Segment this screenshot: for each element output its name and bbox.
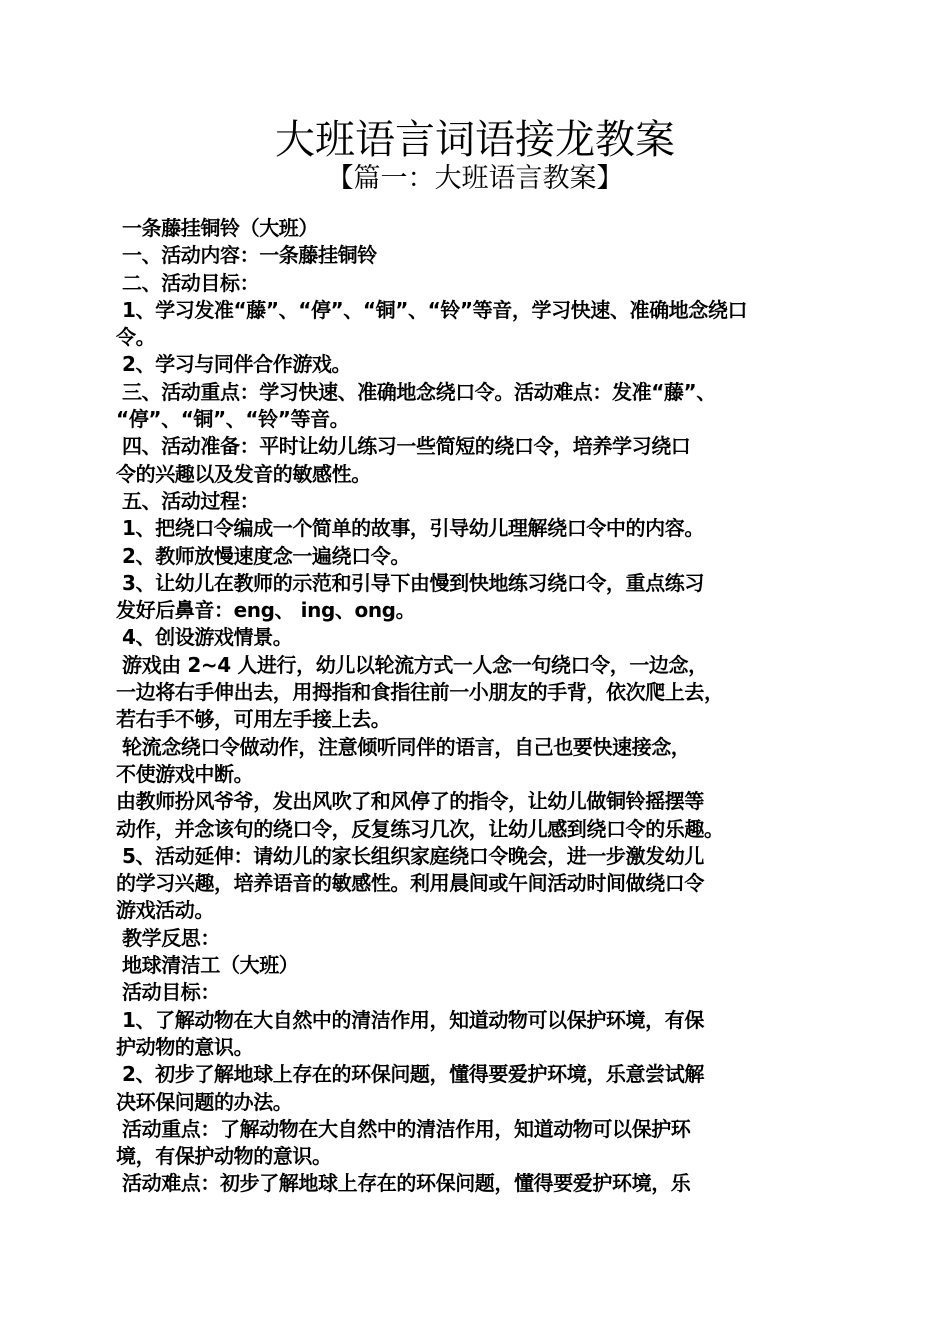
body-text-line: 游戏由 2~4 人进行，幼儿以轮流方式一人念一句绕口令，一边念， — [122, 652, 708, 677]
document-body — [116, 215, 846, 1198]
body-text-line: 若右手不够，可用左手接上去。 — [116, 707, 391, 732]
body-text-line: 活动目标： — [122, 980, 220, 1005]
body-text-line: 五、活动过程： — [122, 488, 260, 513]
body-text-line: 地球清洁工（大班） — [122, 953, 299, 978]
body-text-line: 不使游戏中断。 — [116, 761, 254, 786]
body-text-line: 动作，并念该句的绕口令，反复练习几次，让幼儿感到绕口令的乐趣。 — [116, 816, 724, 841]
body-text-line: 令的兴趣以及发音的敏感性。 — [116, 461, 371, 486]
body-text-line: 由教师扮风爷爷，发出风吹了和风停了的指令，让幼儿做铜铃摇摆等 — [116, 789, 704, 814]
body-text-line: 令。 — [116, 325, 156, 350]
body-text-line: 决环保问题的办法。 — [116, 1089, 293, 1114]
body-text-line: 活动难点：初步了解地球上存在的环保问题，懂得要爱护环境，乐 — [122, 1171, 691, 1196]
body-text-line: 2、初步了解地球上存在的环保问题，懂得要爱护环境，乐意尝试解 — [122, 1062, 704, 1087]
body-text-line: 发好后鼻音：eng、 ing、ong。 — [116, 598, 416, 623]
body-text-line: 三、活动重点：学习快速、准确地念绕口令。活动难点：发准“藤”、 — [122, 379, 716, 404]
body-text-line: 境，有保护动物的意识。 — [116, 1144, 332, 1169]
body-text-line: 5、活动延伸：请幼儿的家长组织家庭绕口令晚会，进一步激发幼儿 — [122, 843, 704, 868]
body-text-line: 四、活动准备：平时让幼儿练习一些简短的绕口令，培养学习绕口 — [122, 434, 691, 459]
body-text-line: 一条藤挂铜铃（大班） — [122, 216, 318, 240]
body-text-line: 2、教师放慢速度念一遍绕口令。 — [122, 543, 410, 568]
body-text-line: 4、创设游戏情景。 — [122, 625, 293, 650]
document-subtitle: 【篇一：大班语言教案】 — [326, 163, 624, 194]
body-text-line: 护动物的意识。 — [116, 1034, 254, 1059]
body-text-line: “停”、“铜”、“铃”等音。 — [116, 407, 350, 432]
body-text-line: 一边将右手伸出去，用拇指和食指往前一小朋友的手背，依次爬上去， — [116, 680, 724, 705]
body-text-line: 2、学习与同伴合作游戏。 — [122, 352, 352, 377]
body-text-line: 1、了解动物在大自然中的清洁作用，知道动物可以保护环境，有保 — [122, 1007, 704, 1032]
body-text-line: 1、学习发准“藤”、“停”、“铜”、“铃”等音，学习快速、准确地念绕口 — [122, 297, 748, 322]
body-text-line: 游戏活动。 — [116, 898, 214, 923]
body-text-line: 活动重点：了解动物在大自然中的清洁作用，知道动物可以保护环 — [122, 1116, 691, 1141]
body-text-line: 教学反思： — [122, 925, 220, 950]
body-text-line: 1、把绕口令编成一个简单的故事，引导幼儿理解绕口令中的内容。 — [122, 516, 704, 541]
body-text-line: 轮流念绕口令做动作，注意倾听同伴的语言，自己也要快速接念， — [122, 734, 691, 759]
body-text-line: 3、让幼儿在教师的示范和引导下由慢到快地练习绕口令，重点练习 — [122, 570, 704, 595]
body-text-line: 二、活动目标： — [122, 270, 260, 295]
body-text-line: 的学习兴趣，培养语音的敏感性。利用晨间或午间活动时间做绕口令 — [116, 871, 704, 896]
body-text-line: 一、活动内容：一条藤挂铜铃 — [122, 243, 377, 268]
document-title: 大班语言词语接龙教案 — [275, 117, 675, 163]
